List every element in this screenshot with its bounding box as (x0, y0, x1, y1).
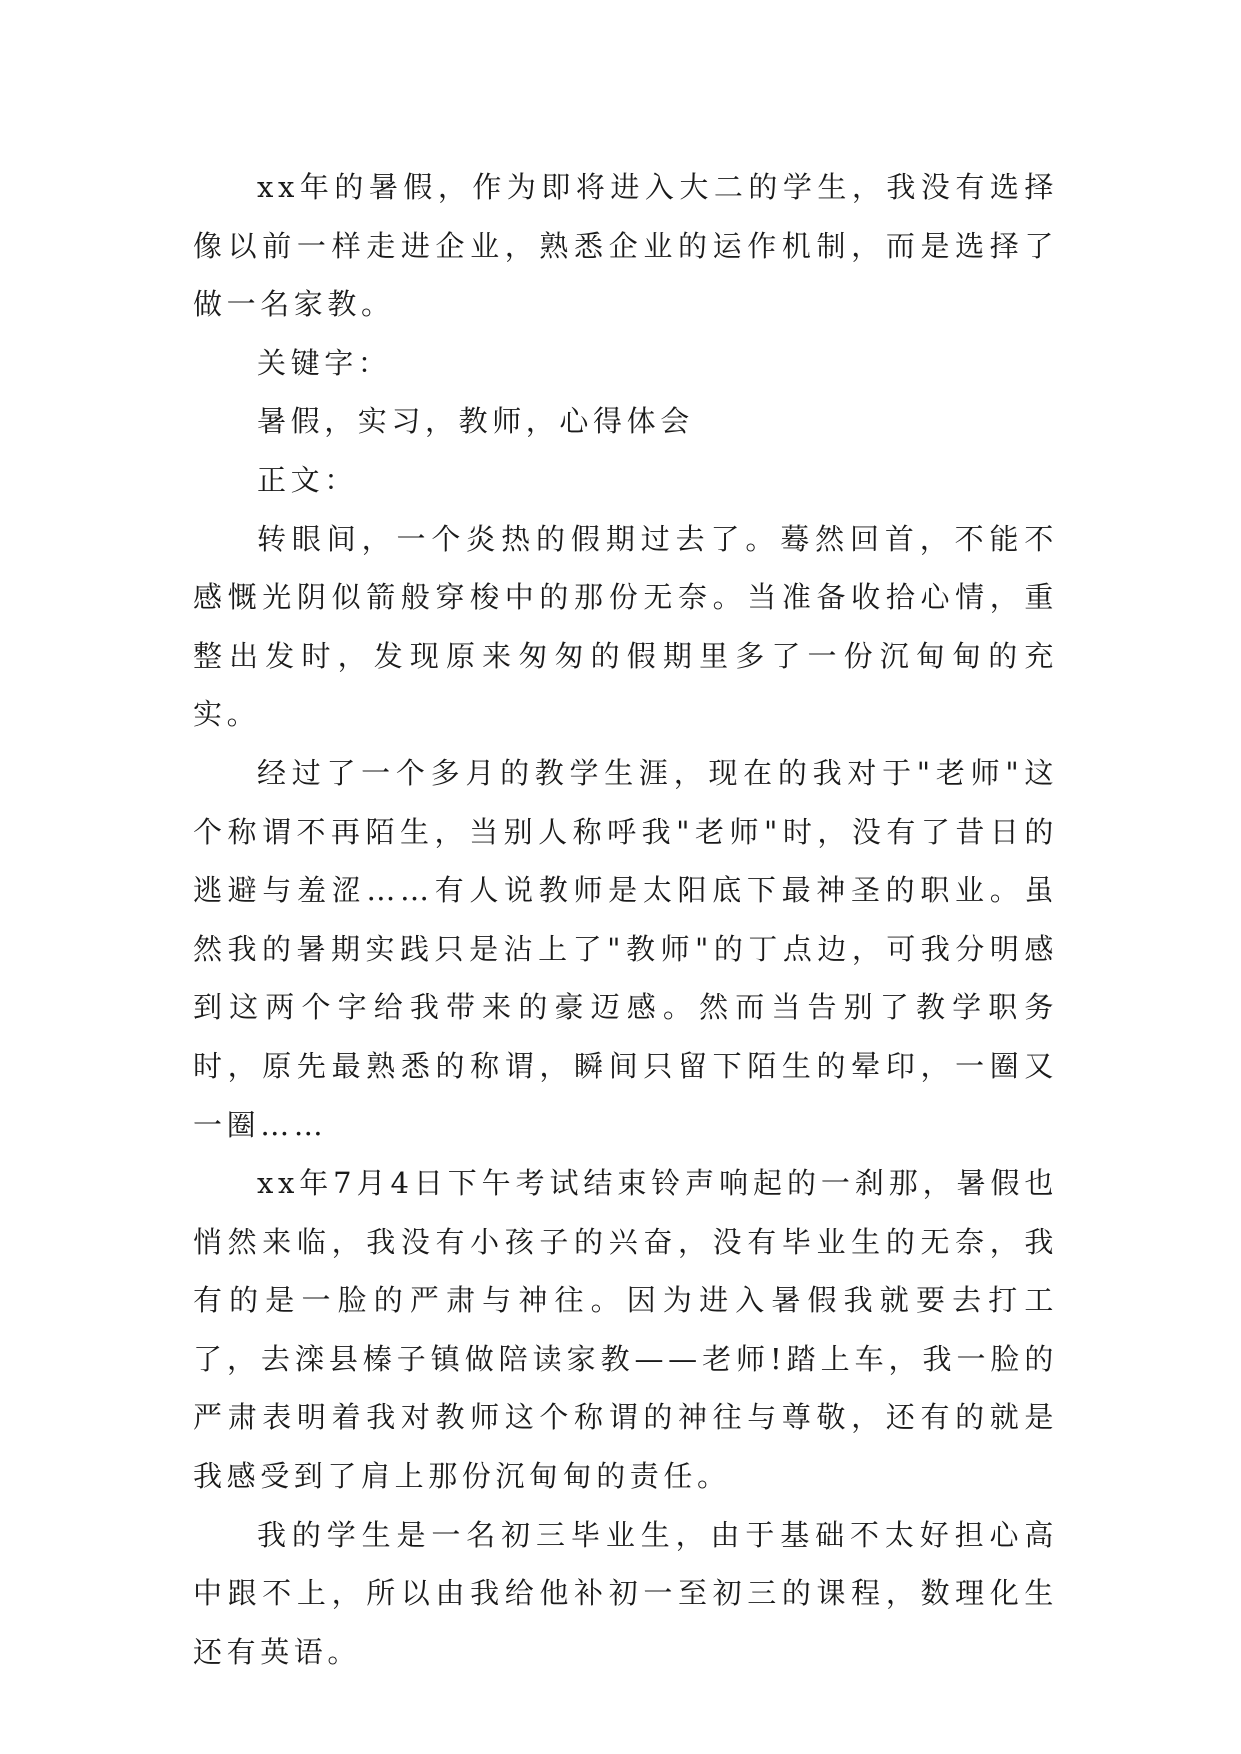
paragraph-keywords: 暑假，实习，教师，心得体会 (257, 404, 694, 439)
paragraph-body-4: 我的学生是一名初三毕业生，由于基础不太好担心高中跟不上，所以由我给他补初一至初三的课程，数理化生还有英语。 (193, 1517, 1058, 1669)
paragraph-body-label: 正文： (257, 462, 358, 497)
document-body (193, 158, 1058, 1681)
paragraph-body-1: 转眼间，一个炎热的假期过去了。蓦然回首，不能不感慨光阴似箭般穿梭中的那份无奈。当准备收拾心情，重整出发时，发现原来匆匆的假期里多了一份沉甸甸的充实。 (193, 521, 1058, 732)
paragraph-body-2: 经过了一个多月的教学生涯，现在的我对于"老师"这个称谓不再陌生，当别人称呼我"老师"时，没有了昔日的逃避与羞涩……有人说教师是太阳底下最神圣的职业。虽然我的暑期实践只是沾上了"教师"的丁点边，可我分明感到这两个字给我带来的豪迈感。然而当告别了教学职务时，原先最熟悉的称谓，瞬间只留下陌生的晕印，一圈又一圈…… (193, 755, 1058, 1142)
paragraph-keywords-label: 关键字： (257, 345, 392, 380)
paragraph-intro: xx年的暑假，作为即将进入大二的学生，我没有选择像以前一样走进企业，熟悉企业的运作机制，而是选择了做一名家教。 (193, 170, 1058, 322)
paragraph-body-3: xx年7月4日下午考试结束铃声响起的一刹那，暑假也悄然来临，我没有小孩子的兴奋，没有毕业生的无奈，我有的是一脸的严肃与神往。因为进入暑假我就要去打工了，去滦县榛子镇做陪读家教——老师!踏上车，我一脸的严肃表明着我对教师这个称谓的神往与尊敬，还有的就是我感受到了肩上那份沉甸甸的责任。 (193, 1166, 1058, 1494)
